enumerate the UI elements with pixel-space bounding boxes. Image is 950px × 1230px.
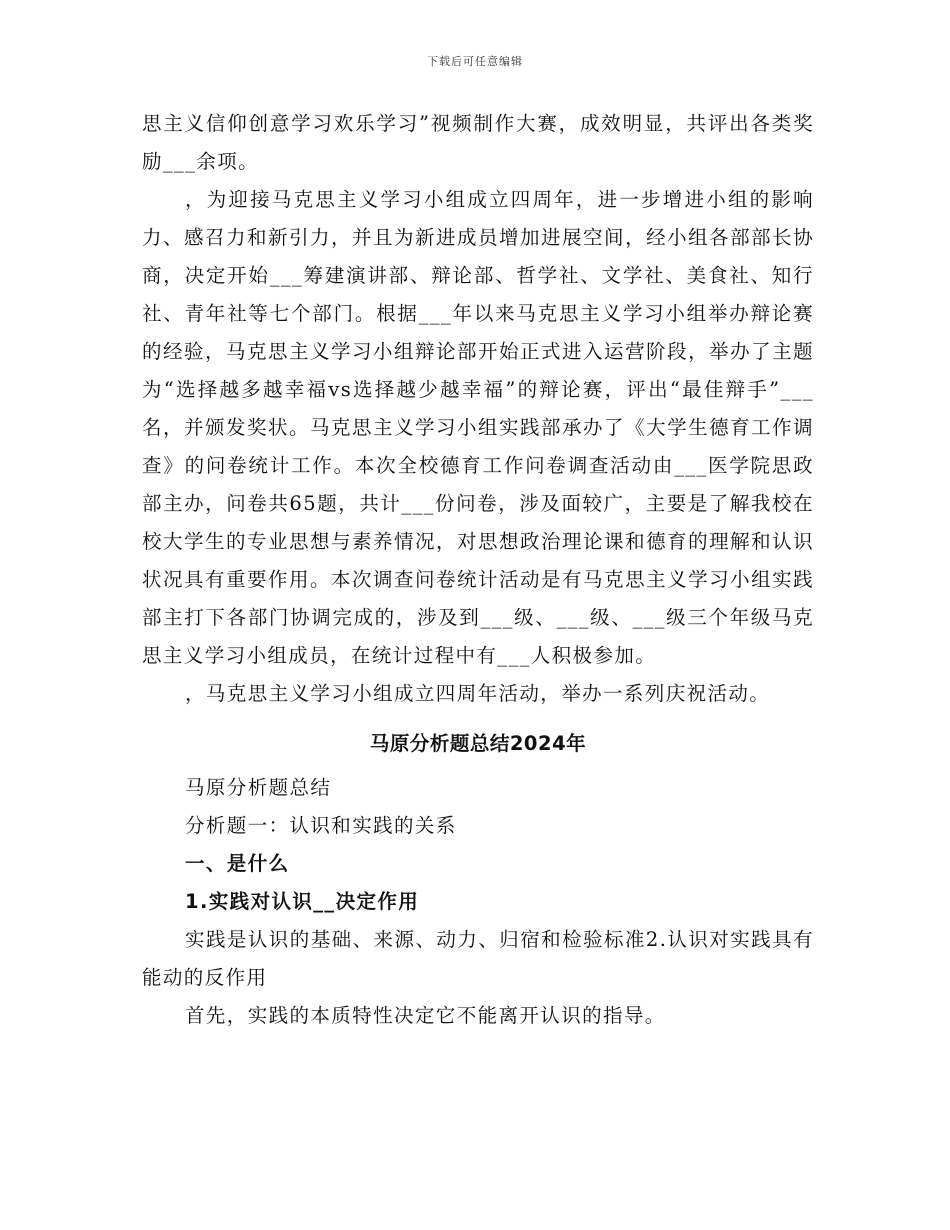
paragraph-2: ，为迎接马克思主义学习小组成立四周年，进一步增进小组的影响力、感召力和新引力，并且为新进成员增加进展空间，经小组各部部长协商，决定开始___筹建演讲部、辩论部、哲学社、文学社、美食社、知行社、青年社等七个部门。根据___年以来马克思主义学习小组举办辩论赛的经验，马克思主义学习小组辩论部开始正式进入运营阶段，举办了主题为“选择越多越幸福vs选择越少越幸福”的辩论赛，评出“最佳辩手”___名，并颁发奖状。马克思主义学习小组实践部承办了《大学生德育工作调查》的问卷统计工作。本次全校德育工作问卷调查活动由___医学院思政部主办，问卷共65题，共计___份问卷，涉及面较广，主要是了解我校在校大学生的专业思想与素养情况，对思想政治理论课和德育的理解和认识状况具有重要作用。本次调查问卷统计活动是有马克思主义学习小组实践部主打下各部门协调完成的，涉及到___级、___级、___级三个年级马克思主义学习小组成员，在统计过程中有___人积极参加。 (142, 188, 814, 667)
paragraph-5: 分析题一：认识和实践的关系 (185, 814, 457, 837)
paragraph-7: 首先，实践的本质特性决定它不能离开认识的指导。 (185, 1004, 666, 1027)
heading-1: 一、是什么 (185, 852, 290, 875)
heading-2: 1.实践对认识__决定作用 (185, 890, 420, 913)
section-title: 马原分析题总结2024年 (369, 732, 587, 755)
page-header: 下载后可任意编辑 (427, 55, 523, 68)
paragraph-1: 思主义信仰创意学习欢乐学习”视频制作大赛，成效明显，共评出各类奖励___余项。 (142, 112, 814, 173)
document-body (142, 105, 814, 1035)
paragraph-6: 实践是认识的基础、来源、动力、归宿和检验标准2.认识对实践具有能动的反作用 (142, 928, 814, 989)
paragraph-4: 马原分析题总结 (185, 776, 332, 799)
paragraph-3: ，马克思主义学习小组成立四周年活动，举办一系列庆祝活动。 (185, 682, 771, 705)
